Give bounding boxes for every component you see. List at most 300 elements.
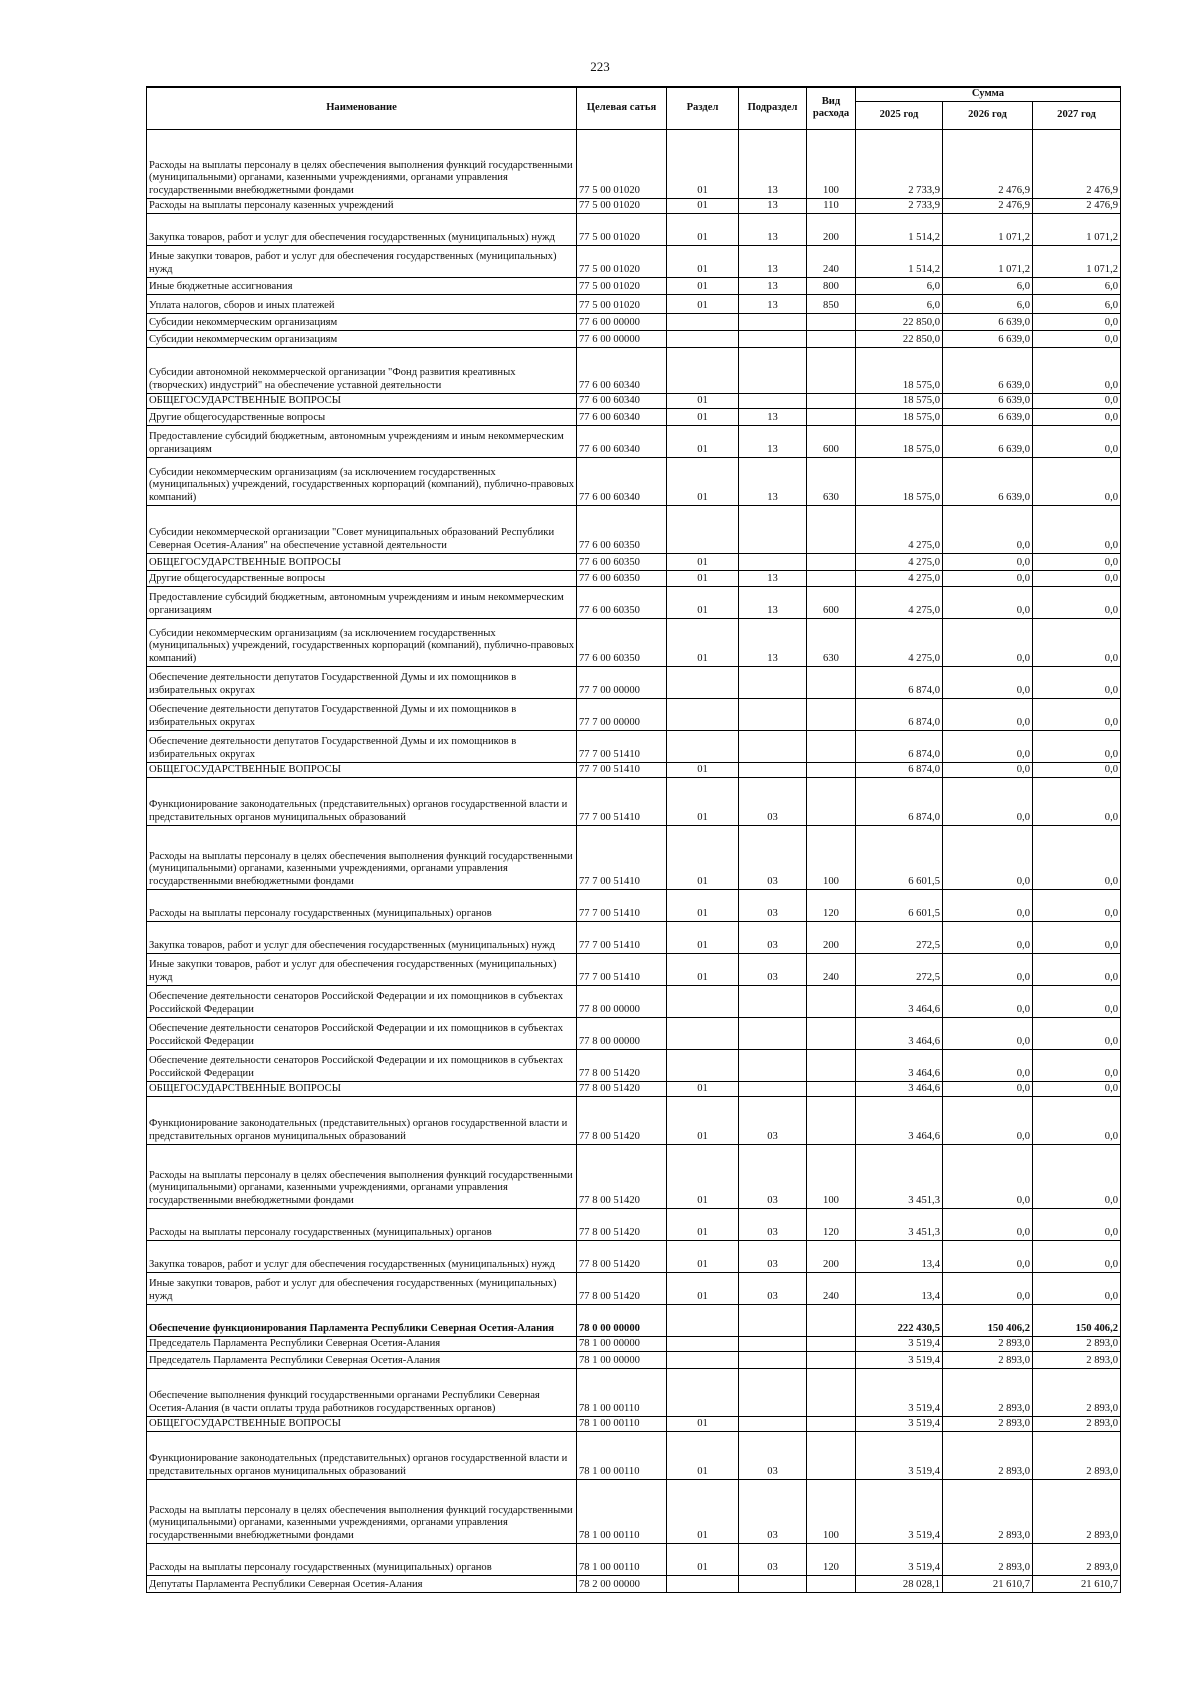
row-subsection: 13	[739, 213, 807, 245]
row-sum-2025: 18 575,0	[856, 425, 943, 457]
row-sum-2025: 6 874,0	[856, 730, 943, 762]
row-name: Обеспечение деятельности сенаторов Российской Федерации и их помощников в субъектах Российской Федерации	[147, 1049, 577, 1081]
row-name: Расходы на выплаты персоналу государственных (муниципальных) органов	[147, 1543, 577, 1575]
table-row	[147, 889, 1121, 921]
row-sum-2027: 0,0	[1033, 985, 1121, 1017]
row-subsection: 13	[739, 457, 807, 505]
row-target-code: 77 8 00 51420	[577, 1081, 667, 1096]
row-name: Иные закупки товаров, работ и услуг для обеспечения государственных (муниципальных) нужд	[147, 953, 577, 985]
header-year-2026: 2026 год	[943, 101, 1033, 129]
row-section: 01	[667, 294, 739, 313]
row-section	[667, 1049, 739, 1081]
row-sum-2027: 2 893,0	[1033, 1368, 1121, 1416]
row-sum-2026: 6 639,0	[943, 408, 1033, 425]
row-target-code: 78 1 00 00000	[577, 1351, 667, 1368]
row-target-code: 77 7 00 00000	[577, 666, 667, 698]
table-row	[147, 570, 1121, 586]
row-sum-2026: 0,0	[943, 889, 1033, 921]
row-expense-type	[807, 1081, 856, 1096]
row-subsection	[739, 1368, 807, 1416]
row-sum-2026: 0,0	[943, 1081, 1033, 1096]
row-sum-2025: 1 514,2	[856, 213, 943, 245]
table-body	[147, 129, 1121, 1592]
table-row	[147, 1431, 1121, 1479]
row-subsection	[739, 1049, 807, 1081]
row-name: Расходы на выплаты персоналу государственных (муниципальных) органов	[147, 1208, 577, 1240]
row-target-code: 77 6 00 00000	[577, 330, 667, 347]
row-name: Иные закупки товаров, работ и услуг для обеспечения государственных (муниципальных) нужд	[147, 1272, 577, 1304]
row-sum-2025: 18 575,0	[856, 408, 943, 425]
table-row	[147, 698, 1121, 730]
row-section: 01	[667, 618, 739, 666]
row-sum-2025: 4 275,0	[856, 586, 943, 618]
row-expense-type	[807, 730, 856, 762]
row-name: Субсидии некоммерческой организации "Совет муниципальных образований Республики Северная Осетия-Алания" на обеспечение уставной деятельности	[147, 505, 577, 553]
row-subsection	[739, 347, 807, 393]
row-expense-type: 120	[807, 1543, 856, 1575]
row-subsection: 13	[739, 245, 807, 277]
row-subsection: 13	[739, 570, 807, 586]
table-row	[147, 762, 1121, 777]
table-row	[147, 425, 1121, 457]
row-sum-2026: 0,0	[943, 570, 1033, 586]
table-row	[147, 1144, 1121, 1208]
row-sum-2027: 1 071,2	[1033, 213, 1121, 245]
row-subsection	[739, 313, 807, 330]
row-target-code: 78 1 00 00000	[577, 1336, 667, 1351]
row-section: 01	[667, 425, 739, 457]
row-target-code: 77 8 00 51420	[577, 1208, 667, 1240]
row-sum-2026: 2 893,0	[943, 1416, 1033, 1431]
row-name: Депутаты Парламента Республики Северная Осетия-Алания	[147, 1575, 577, 1592]
row-target-code: 77 5 00 01020	[577, 213, 667, 245]
row-name: Иные закупки товаров, работ и услуг для обеспечения государственных (муниципальных) нужд	[147, 245, 577, 277]
row-subsection: 03	[739, 825, 807, 889]
row-subsection	[739, 553, 807, 570]
row-name: Другие общегосударственные вопросы	[147, 408, 577, 425]
table-row	[147, 666, 1121, 698]
row-section: 01	[667, 1144, 739, 1208]
row-subsection: 03	[739, 1208, 807, 1240]
row-target-code: 78 0 00 00000	[577, 1304, 667, 1336]
row-sum-2026: 2 893,0	[943, 1431, 1033, 1479]
page-number: 223	[590, 59, 610, 74]
row-name: ОБЩЕГОСУДАРСТВЕННЫЕ ВОПРОСЫ	[147, 553, 577, 570]
row-subsection	[739, 1416, 807, 1431]
row-sum-2025: 3 464,6	[856, 1081, 943, 1096]
header-sum: Сумма	[856, 87, 1121, 101]
row-section: 01	[667, 1543, 739, 1575]
row-sum-2025: 3 519,4	[856, 1431, 943, 1479]
row-target-code: 77 6 00 60350	[577, 570, 667, 586]
row-subsection: 03	[739, 1543, 807, 1575]
row-target-code: 77 6 00 60350	[577, 505, 667, 553]
row-sum-2027: 0,0	[1033, 921, 1121, 953]
row-sum-2025: 3 464,6	[856, 1096, 943, 1144]
row-expense-type	[807, 570, 856, 586]
table-row	[147, 953, 1121, 985]
row-sum-2025: 6,0	[856, 277, 943, 294]
row-expense-type: 100	[807, 1479, 856, 1543]
table-row	[147, 1416, 1121, 1431]
table-row	[147, 1240, 1121, 1272]
row-expense-type	[807, 1017, 856, 1049]
row-name: Расходы на выплаты персоналу в целях обеспечения выполнения функций государственными (муниципальными) органами, казенными учреждениями, органами управления государственными внебюджетными фондами	[147, 825, 577, 889]
row-sum-2026: 0,0	[943, 985, 1033, 1017]
row-target-code: 77 6 00 60340	[577, 393, 667, 408]
row-section	[667, 730, 739, 762]
table-row	[147, 1272, 1121, 1304]
row-target-code: 78 1 00 00110	[577, 1368, 667, 1416]
row-name: Обеспечение деятельности сенаторов Российской Федерации и их помощников в субъектах Российской Федерации	[147, 985, 577, 1017]
row-sum-2026: 0,0	[943, 553, 1033, 570]
row-sum-2027: 0,0	[1033, 505, 1121, 553]
row-sum-2026: 6 639,0	[943, 425, 1033, 457]
row-section: 01	[667, 1272, 739, 1304]
row-expense-type	[807, 777, 856, 825]
table-row	[147, 408, 1121, 425]
row-subsection	[739, 985, 807, 1017]
row-target-code: 77 5 00 01020	[577, 245, 667, 277]
row-section: 01	[667, 213, 739, 245]
row-target-code: 77 7 00 51410	[577, 953, 667, 985]
row-name: Расходы на выплаты персоналу в целях обеспечения выполнения функций государственными (муниципальными) органами, казенными учреждениями, органами управления государственными внебюджетными фондами	[147, 1144, 577, 1208]
row-sum-2026: 2 476,9	[943, 198, 1033, 213]
row-name: Расходы на выплаты персоналу в целях обеспечения выполнения функций государственными (муниципальными) органами, казенными учреждениями, органами управления государственными внебюджетными фондами	[147, 1479, 577, 1543]
row-name: ОБЩЕГОСУДАРСТВЕННЫЕ ВОПРОСЫ	[147, 1416, 577, 1431]
row-expense-type	[807, 1351, 856, 1368]
table-row	[147, 1096, 1121, 1144]
row-sum-2027: 150 406,2	[1033, 1304, 1121, 1336]
row-sum-2025: 22 850,0	[856, 330, 943, 347]
row-expense-type: 240	[807, 245, 856, 277]
row-name: Председатель Парламента Республики Северная Осетия-Алания	[147, 1336, 577, 1351]
header-year-2027: 2027 год	[1033, 101, 1121, 129]
row-sum-2027: 0,0	[1033, 889, 1121, 921]
row-name: Другие общегосударственные вопросы	[147, 570, 577, 586]
row-name: Председатель Парламента Республики Северная Осетия-Алания	[147, 1351, 577, 1368]
row-expense-type	[807, 1368, 856, 1416]
row-target-code: 78 1 00 00110	[577, 1479, 667, 1543]
row-section: 01	[667, 825, 739, 889]
row-section: 01	[667, 553, 739, 570]
row-section: 01	[667, 1240, 739, 1272]
row-expense-type: 240	[807, 1272, 856, 1304]
row-sum-2025: 3 519,4	[856, 1479, 943, 1543]
row-name: Функционирование законодательных (представительных) органов государственной власти и представительных органов муниципальных образований	[147, 1431, 577, 1479]
row-section	[667, 1304, 739, 1336]
row-sum-2027: 0,0	[1033, 586, 1121, 618]
row-expense-type: 600	[807, 425, 856, 457]
row-sum-2027: 0,0	[1033, 777, 1121, 825]
row-sum-2026: 6,0	[943, 294, 1033, 313]
row-expense-type: 100	[807, 825, 856, 889]
row-section	[667, 1368, 739, 1416]
row-subsection	[739, 393, 807, 408]
header-subsection: Подраздел	[739, 87, 807, 129]
row-expense-type	[807, 1049, 856, 1081]
row-sum-2027: 0,0	[1033, 698, 1121, 730]
row-section: 01	[667, 889, 739, 921]
table-row	[147, 393, 1121, 408]
table-row	[147, 1017, 1121, 1049]
table-row	[147, 1575, 1121, 1592]
row-sum-2027: 0,0	[1033, 825, 1121, 889]
row-subsection	[739, 1336, 807, 1351]
row-sum-2027: 0,0	[1033, 618, 1121, 666]
row-sum-2026: 0,0	[943, 1096, 1033, 1144]
row-section	[667, 1336, 739, 1351]
row-sum-2025: 2 733,9	[856, 198, 943, 213]
row-sum-2026: 2 893,0	[943, 1543, 1033, 1575]
row-name: Закупка товаров, работ и услуг для обеспечения государственных (муниципальных) нужд	[147, 1240, 577, 1272]
row-sum-2026: 6 639,0	[943, 313, 1033, 330]
row-expense-type: 110	[807, 198, 856, 213]
table-row	[147, 1543, 1121, 1575]
row-subsection: 03	[739, 1479, 807, 1543]
row-subsection: 03	[739, 1431, 807, 1479]
row-name: Иные бюджетные ассигнования	[147, 277, 577, 294]
row-name: Предоставление субсидий бюджетным, автономным учреждениям и иным некоммерческим организациям	[147, 586, 577, 618]
row-sum-2026: 2 893,0	[943, 1479, 1033, 1543]
row-section: 01	[667, 1096, 739, 1144]
row-subsection	[739, 730, 807, 762]
table-row	[147, 825, 1121, 889]
row-sum-2025: 4 275,0	[856, 553, 943, 570]
row-sum-2027: 0,0	[1033, 1081, 1121, 1096]
row-sum-2026: 0,0	[943, 1144, 1033, 1208]
row-subsection: 03	[739, 921, 807, 953]
row-section: 01	[667, 777, 739, 825]
row-subsection	[739, 762, 807, 777]
row-section: 01	[667, 245, 739, 277]
row-section	[667, 1351, 739, 1368]
row-section: 01	[667, 277, 739, 294]
row-target-code: 77 6 00 60340	[577, 457, 667, 505]
row-sum-2025: 272,5	[856, 921, 943, 953]
row-sum-2025: 22 850,0	[856, 313, 943, 330]
row-sum-2026: 0,0	[943, 762, 1033, 777]
row-sum-2026: 0,0	[943, 825, 1033, 889]
row-expense-type: 240	[807, 953, 856, 985]
row-section	[667, 1017, 739, 1049]
row-sum-2025: 4 275,0	[856, 505, 943, 553]
row-sum-2027: 6,0	[1033, 294, 1121, 313]
row-sum-2026: 6 639,0	[943, 330, 1033, 347]
row-section: 01	[667, 1416, 739, 1431]
row-expense-type: 200	[807, 213, 856, 245]
row-sum-2027: 0,0	[1033, 953, 1121, 985]
row-section: 01	[667, 586, 739, 618]
row-sum-2025: 6 874,0	[856, 666, 943, 698]
row-sum-2026: 0,0	[943, 1240, 1033, 1272]
row-name: Субсидии некоммерческим организациям	[147, 313, 577, 330]
table-row	[147, 586, 1121, 618]
row-expense-type	[807, 347, 856, 393]
table-row	[147, 313, 1121, 330]
table-row	[147, 198, 1121, 213]
row-sum-2027: 0,0	[1033, 730, 1121, 762]
row-subsection: 03	[739, 1144, 807, 1208]
header-section: Раздел	[667, 87, 739, 129]
row-name: Предоставление субсидий бюджетным, автономным учреждениям и иным некоммерческим организациям	[147, 425, 577, 457]
row-sum-2025: 3 519,4	[856, 1368, 943, 1416]
row-target-code: 77 8 00 51420	[577, 1049, 667, 1081]
row-sum-2025: 18 575,0	[856, 393, 943, 408]
row-target-code: 77 5 00 01020	[577, 277, 667, 294]
row-expense-type: 120	[807, 889, 856, 921]
row-section: 01	[667, 762, 739, 777]
row-sum-2025: 3 519,4	[856, 1336, 943, 1351]
row-name: Закупка товаров, работ и услуг для обеспечения государственных (муниципальных) нужд	[147, 921, 577, 953]
row-expense-type: 200	[807, 1240, 856, 1272]
row-expense-type	[807, 330, 856, 347]
table-row	[147, 1368, 1121, 1416]
row-sum-2027: 0,0	[1033, 1049, 1121, 1081]
row-expense-type	[807, 1575, 856, 1592]
row-section	[667, 698, 739, 730]
row-name: Функционирование законодательных (представительных) органов государственной власти и представительных органов муниципальных образований	[147, 777, 577, 825]
row-name: Расходы на выплаты персоналу в целях обеспечения выполнения функций государственными (муниципальными) органами, казенными учреждениями, органами управления государственными внебюджетными фондами	[147, 129, 577, 198]
row-section: 01	[667, 570, 739, 586]
table-row	[147, 1479, 1121, 1543]
row-expense-type	[807, 1096, 856, 1144]
row-subsection: 03	[739, 777, 807, 825]
table-row	[147, 985, 1121, 1017]
row-sum-2026: 0,0	[943, 1017, 1033, 1049]
header-year-2025: 2025 год	[856, 101, 943, 129]
row-name: ОБЩЕГОСУДАРСТВЕННЫЕ ВОПРОСЫ	[147, 393, 577, 408]
row-subsection: 03	[739, 889, 807, 921]
table-row	[147, 129, 1121, 198]
row-sum-2025: 3 451,3	[856, 1208, 943, 1240]
row-sum-2026: 0,0	[943, 730, 1033, 762]
row-name: Субсидии автономной некоммерческой организации "Фонд развития креативных (творческих) индустрий" на обеспечение уставной деятельности	[147, 347, 577, 393]
row-sum-2027: 1 071,2	[1033, 245, 1121, 277]
row-sum-2027: 0,0	[1033, 1272, 1121, 1304]
row-sum-2027: 0,0	[1033, 570, 1121, 586]
table-row	[147, 921, 1121, 953]
row-sum-2025: 6 601,5	[856, 889, 943, 921]
row-target-code: 77 6 00 60350	[577, 618, 667, 666]
row-target-code: 77 7 00 51410	[577, 730, 667, 762]
row-name: Обеспечение функционирования Парламента Республики Северная Осетия-Алания	[147, 1304, 577, 1336]
row-sum-2027: 0,0	[1033, 762, 1121, 777]
row-sum-2026: 1 071,2	[943, 213, 1033, 245]
row-sum-2026: 0,0	[943, 777, 1033, 825]
row-sum-2027: 2 893,0	[1033, 1336, 1121, 1351]
row-name: Закупка товаров, работ и услуг для обеспечения государственных (муниципальных) нужд	[147, 213, 577, 245]
table-row	[147, 330, 1121, 347]
row-sum-2027: 0,0	[1033, 1017, 1121, 1049]
row-name: Субсидии некоммерческим организациям (за исключением государственных (муниципальных) учреждений, государственных корпораций (компаний), публично-правовых компаний)	[147, 457, 577, 505]
row-sum-2025: 6 874,0	[856, 777, 943, 825]
row-sum-2025: 28 028,1	[856, 1575, 943, 1592]
row-section: 01	[667, 1208, 739, 1240]
row-sum-2025: 222 430,5	[856, 1304, 943, 1336]
header-target: Целевая сатья	[577, 87, 667, 129]
row-subsection: 13	[739, 277, 807, 294]
row-subsection: 03	[739, 1272, 807, 1304]
table-row	[147, 777, 1121, 825]
table-row	[147, 213, 1121, 245]
row-sum-2027: 0,0	[1033, 1240, 1121, 1272]
table-row	[147, 553, 1121, 570]
row-name: Расходы на выплаты персоналу казенных учреждений	[147, 198, 577, 213]
row-sum-2027: 0,0	[1033, 425, 1121, 457]
row-name: Субсидии некоммерческим организациям (за исключением государственных (муниципальных) учреждений, государственных корпораций (компаний), публично-правовых компаний)	[147, 618, 577, 666]
row-sum-2027: 0,0	[1033, 666, 1121, 698]
row-target-code: 77 6 00 60350	[577, 553, 667, 570]
row-subsection	[739, 1081, 807, 1096]
row-section	[667, 330, 739, 347]
row-subsection	[739, 505, 807, 553]
table-row	[147, 730, 1121, 762]
row-sum-2025: 3 451,3	[856, 1144, 943, 1208]
row-sum-2026: 21 610,7	[943, 1575, 1033, 1592]
row-expense-type: 600	[807, 586, 856, 618]
row-subsection: 13	[739, 129, 807, 198]
row-sum-2026: 2 893,0	[943, 1368, 1033, 1416]
row-target-code: 77 8 00 00000	[577, 985, 667, 1017]
row-sum-2025: 6 874,0	[856, 698, 943, 730]
row-sum-2026: 150 406,2	[943, 1304, 1033, 1336]
row-sum-2026: 2 893,0	[943, 1336, 1033, 1351]
table-row	[147, 457, 1121, 505]
row-expense-type: 800	[807, 277, 856, 294]
row-sum-2025: 272,5	[856, 953, 943, 985]
row-sum-2027: 2 476,9	[1033, 129, 1121, 198]
row-sum-2025: 2 733,9	[856, 129, 943, 198]
row-sum-2027: 2 893,0	[1033, 1543, 1121, 1575]
row-section: 01	[667, 921, 739, 953]
row-name: Обеспечение деятельности депутатов Государственной Думы и их помощников в избирательных округах	[147, 698, 577, 730]
row-target-code: 77 6 00 60340	[577, 408, 667, 425]
row-sum-2025: 3 464,6	[856, 1049, 943, 1081]
row-sum-2025: 3 519,4	[856, 1351, 943, 1368]
row-sum-2027: 2 893,0	[1033, 1479, 1121, 1543]
row-sum-2026: 6 639,0	[943, 457, 1033, 505]
row-expense-type	[807, 1336, 856, 1351]
row-section	[667, 1575, 739, 1592]
row-sum-2026: 0,0	[943, 586, 1033, 618]
row-section: 01	[667, 129, 739, 198]
row-sum-2026: 6 639,0	[943, 347, 1033, 393]
row-expense-type: 200	[807, 921, 856, 953]
row-expense-type	[807, 985, 856, 1017]
row-sum-2025: 6 874,0	[856, 762, 943, 777]
row-name: Субсидии некоммерческим организациям	[147, 330, 577, 347]
row-target-code: 77 8 00 51420	[577, 1272, 667, 1304]
table-row	[147, 1208, 1121, 1240]
row-sum-2026: 0,0	[943, 953, 1033, 985]
row-sum-2025: 13,4	[856, 1240, 943, 1272]
row-section	[667, 347, 739, 393]
row-target-code: 77 6 00 60340	[577, 425, 667, 457]
row-target-code: 77 7 00 51410	[577, 921, 667, 953]
row-sum-2025: 4 275,0	[856, 570, 943, 586]
row-expense-type: 630	[807, 457, 856, 505]
table-row	[147, 1351, 1121, 1368]
row-target-code: 77 7 00 00000	[577, 698, 667, 730]
table-row	[147, 245, 1121, 277]
row-target-code: 78 1 00 00110	[577, 1416, 667, 1431]
row-section: 01	[667, 1479, 739, 1543]
row-name: Обеспечение деятельности депутатов Государственной Думы и их помощников в избирательных округах	[147, 666, 577, 698]
row-section: 01	[667, 953, 739, 985]
row-expense-type: 100	[807, 129, 856, 198]
row-expense-type: 100	[807, 1144, 856, 1208]
